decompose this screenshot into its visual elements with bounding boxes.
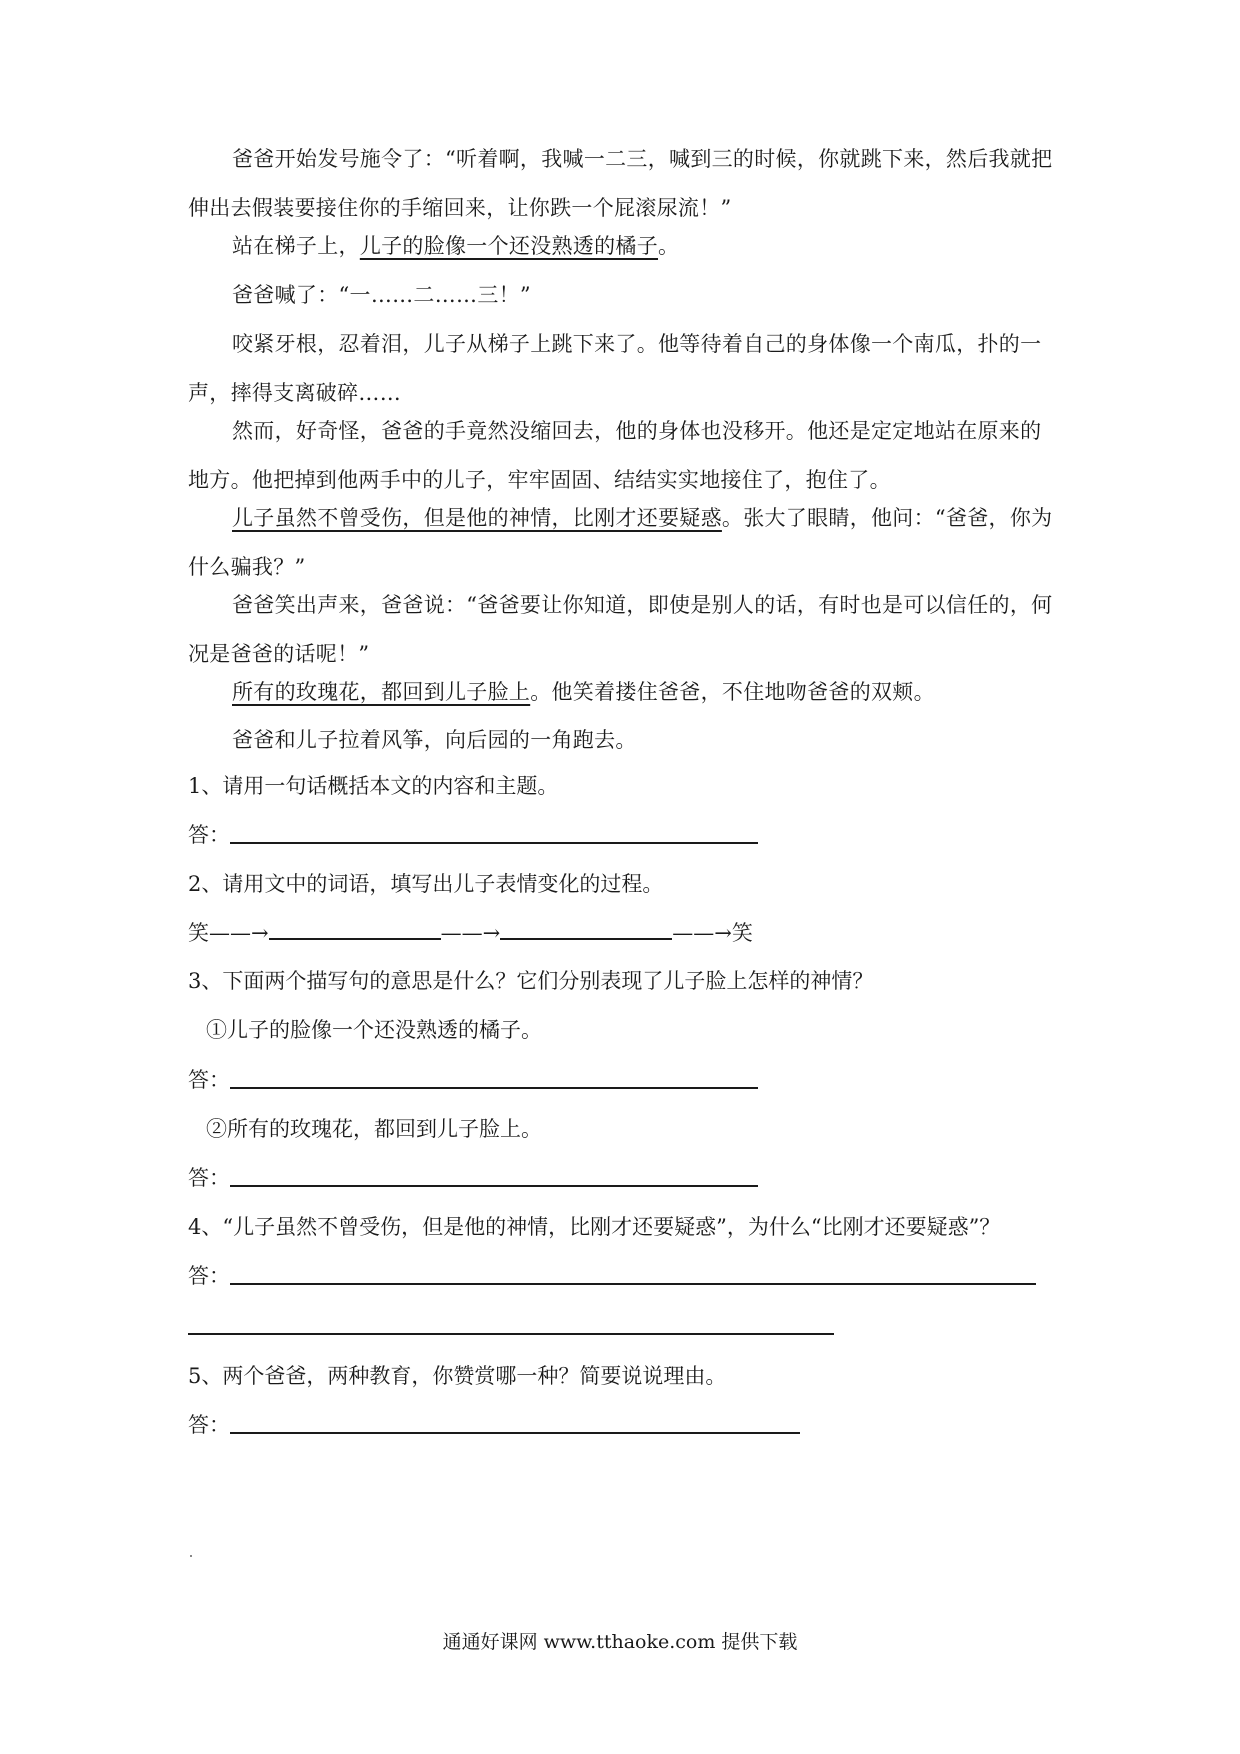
blank-1[interactable] [269,922,441,940]
scan-speck [190,1555,192,1557]
answer-label: 答： [188,823,230,847]
chain-start-word: 笑 [188,921,209,945]
passage-paragraph-1: 爸爸开始发号施令了：“听着啊，我喊一二三，喊到三的时候，你就跳下来，然后我就把伸出去假装要接住你的手缩回来，让你跌一个屁滚尿流！” [188,147,1053,220]
question-1: 1、请用一句话概括本文的内容和主题。 [188,774,559,798]
passage-paragraph-4: 咬紧牙根，忍着泪，儿子从梯子上跳下来了。他等待着自己的身体像一个南瓜，扑的一声，摔得支离破碎…… [188,332,1042,405]
chain-end-word: 笑 [731,921,753,945]
answer-label: 答： [188,1413,230,1437]
question-4: 4、“儿子虽然不曾受伤，但是他的神情，比刚才还要疑惑”，为什么“比刚才还要疑惑”？ [188,1215,1001,1239]
underlined-sentence-2: 儿子虽然不曾受伤，但是他的神情，比刚才还要疑惑 [232,506,722,530]
question-5: 5、两个爸爸，两种教育，你赞赏哪一种？简要说说理由。 [188,1364,727,1388]
expression-chain [188,918,753,948]
answer-label: 答： [188,1166,230,1190]
blank-2[interactable] [500,922,672,940]
answer-line-q3-2[interactable] [230,1185,758,1187]
passage-text: 。他笑着搂住爸爸，不住地吻爸爸的双颊。 [530,680,935,704]
passage-text: 站在梯子上， [232,234,360,258]
answer-line-q3-1[interactable] [230,1087,758,1089]
passage-paragraph-6 [188,494,1058,592]
arrow: ——→ [440,921,501,945]
underlined-sentence-1: 儿子的脸像一个还没熟透的橘子 [359,234,659,258]
underlined-sentence-3: 所有的玫瑰花，都回到儿子脸上 [232,680,531,704]
passage-paragraph-7: 爸爸笑出声来，爸爸说：“爸爸要让你知道，即使是别人的话，有时也是可以信任的，何况是爸爸的话呢！” [188,593,1053,666]
arrow: ——→ [672,921,732,945]
passage-paragraph-8 [188,668,1058,717]
question-3-item-1: ①儿子的脸像一个还没熟透的橘子。 [206,1018,542,1042]
passage-paragraph-9: 爸爸和儿子拉着风筝，向后园的一角跑去。 [232,728,637,752]
passage-paragraph-2 [188,222,1058,271]
answer-line-q4-b[interactable] [188,1333,834,1335]
question-2: 2、请用文中的词语，填写出儿子表情变化的过程。 [188,872,664,896]
passage-paragraph-3: 爸爸喊了：“一……二……三！” [232,283,531,307]
passage-text: 。 [658,234,680,258]
answer-line-q1[interactable] [230,842,758,844]
arrow: ——→ [209,921,269,945]
passage-paragraph-5: 然而，好奇怪，爸爸的手竟然没缩回去，他的身体也没移开。他还是定定地站在原来的地方。他把掉到他两手中的儿子，牢牢固固、结结实实地接住了，抱住了。 [188,419,1042,492]
answer-label: 答： [188,1264,230,1288]
question-3-item-2: ②所有的玫瑰花，都回到儿子脸上。 [206,1117,542,1141]
question-3: 3、下面两个描写句的意思是什么？它们分别表现了儿子脸上怎样的神情？ [188,969,874,993]
answer-label: 答： [188,1068,230,1092]
passage-text: 。张大了眼睛，他问：“爸爸，你为什么骗我？” [188,506,1053,579]
answer-line-q5[interactable] [230,1432,800,1434]
page-footer: 通通好课网 www.tthaoke.com 提供下载 [442,1631,798,1653]
answer-line-q4-a[interactable] [230,1283,1036,1285]
